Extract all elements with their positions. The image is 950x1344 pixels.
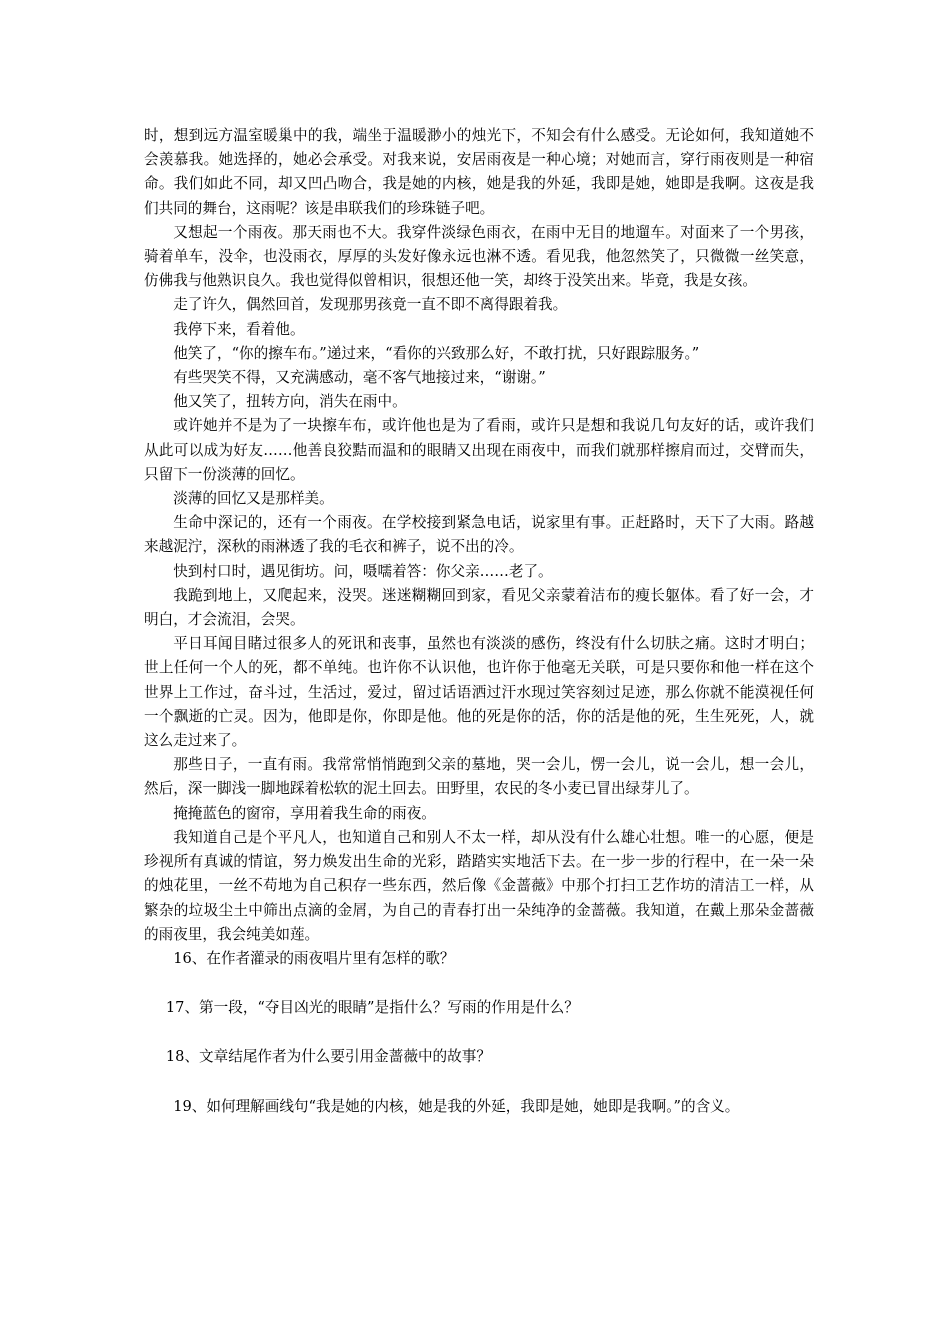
spacer	[144, 1070, 814, 1095]
paragraph: 我跪到地上，又爬起来，没哭。迷迷糊糊回到家，看见父亲蒙着洁布的瘦长躯体。看了好一会，才明白，才会流泪，会哭。	[144, 586, 814, 629]
paragraph: 走了许久，偶然回首，发现那男孩竟一直不即不离得跟着我。	[173, 296, 568, 314]
paragraph: 平日耳闻目睹过很多人的死讯和丧事，虽然也有淡淡的感伤，终没有什么切肤之痛。这时才明白；世上任何一个人的死，都不单纯。也许你不认识他，也许你于他毫无关联，可是只要你和他一样在这个世界上工作过，奋斗过，生活过，爱过，留过话语洒过汗水现过笑容刻过足迹，那么你就不能漠视任何一个飘逝的亡灵。因为，他即是你，你即是他。他的死是你的活，你的活是他的死，生生死死，人，就这么走过来了。	[144, 635, 814, 750]
paragraph: 生命中深记的，还有一个雨夜。在学校接到紧急电话，说家里有事。正赶路时，天下了大雨。路越来越泥泞，深秋的雨淋透了我的毛衣和裤子，说不出的冷。	[144, 514, 814, 556]
paragraph: 那些日子，一直有雨。我常常悄悄跑到父亲的墓地，哭一会儿，愣一会儿，说一会儿，想一会儿，然后，深一脚浅一脚地踩着松软的泥土回去。田野里，农民的冬小麦已冒出绿芽儿了。	[144, 756, 814, 798]
paragraph: 或许她并不是为了一块擦车布，或许他也是为了看雨，或许只是想和我说几句友好的话，或许我们从此可以成为好友……他善良狡黠而温和的眼睛又出现在雨夜中，而我们就那样擦肩而过，交臂而失，只留下一份淡薄的回忆。	[144, 417, 814, 483]
paragraph: 我停下来，看着他。	[173, 320, 305, 338]
paragraph: 时，想到远方温室暖巢中的我，端坐于温暖渺小的烛光下，不知会有什么感受。无论如何，我知道她不会羡慕我。她选择的，她必会承受。对我来说，安居雨夜是一种心境；对她而言，穿行雨夜则是一种宿命。我们如此不同，却又凹凸吻合，我是她的内核，她是我的外延，我即是她，她即是我啊。这夜是我们共同的舞台，这雨呢？该是串联我们的珍珠链子吧。	[144, 127, 814, 217]
question-18: 18、文章结尾作者为什么要引用金蔷薇中的故事？	[165, 1048, 491, 1066]
paragraph: 快到村口时，遇见街坊。问，嗫嚅着答：你父亲……老了。	[173, 562, 553, 580]
question-16: 16、在作者灌录的雨夜唱片里有怎样的歌？	[173, 949, 455, 967]
question-19: 19、如何理解画线句“我是她的内核，她是我的外延，我即是她，她即是我啊。”的含义。	[173, 1097, 740, 1115]
paragraph: 我知道自己是个平凡人，也知道自己和别人不太一样，却从没有什么雄心壮想。唯一的心愿，便是珍视所有真诚的情谊，努力焕发出生命的光彩，踏踏实实地活下去。在一步一步的行程中，在一朵一朵的烛花里，一丝不苟地为自己积存一些东西，然后像《金蔷薇》中那个打扫工艺作坊的清洁工一样，从繁杂的垃圾尘土中筛出点滴的金屑，为自己的青春打出一朵纯净的金蔷薇。我知道，在戴上那朵金蔷薇的雨夜里，我会纯美如莲。	[144, 828, 814, 943]
paragraph: 掩掩蓝色的窗帘，享用着我生命的雨夜。	[173, 804, 436, 822]
paragraph: 又想起一个雨夜。那天雨也不大。我穿件淡绿色雨衣，在雨中无目的地遛车。对面来了一个男孩，骑着单车，没伞，也没雨衣，厚厚的头发好像永远也淋不透。看见我，他忽然笑了，只微微一丝笑意，仿佛我与他熟识良久。我也觉得似曾相识，很想还他一笑，却终于没笑出来。毕竟，我是女孩。	[144, 223, 814, 290]
paragraph: 有些哭笑不得，又充满感动，毫不客气地接过来，“谢谢。”	[173, 369, 546, 387]
paragraph: 淡薄的回忆又是那样美。	[173, 490, 334, 508]
spacer	[144, 971, 814, 996]
spacer	[144, 1020, 814, 1045]
paragraph: 他又笑了，扭转方向，消失在雨中。	[173, 393, 407, 411]
question-17: 17、第一段，“夺目凶光的眼睛”是指什么？写雨的作用是什么？	[165, 999, 579, 1017]
paragraph: 他笑了，“你的擦车布。”递过来，“看你的兴致那么好，不敢打扰，只好跟踪服务。”	[173, 344, 700, 362]
article-body	[144, 124, 814, 1119]
